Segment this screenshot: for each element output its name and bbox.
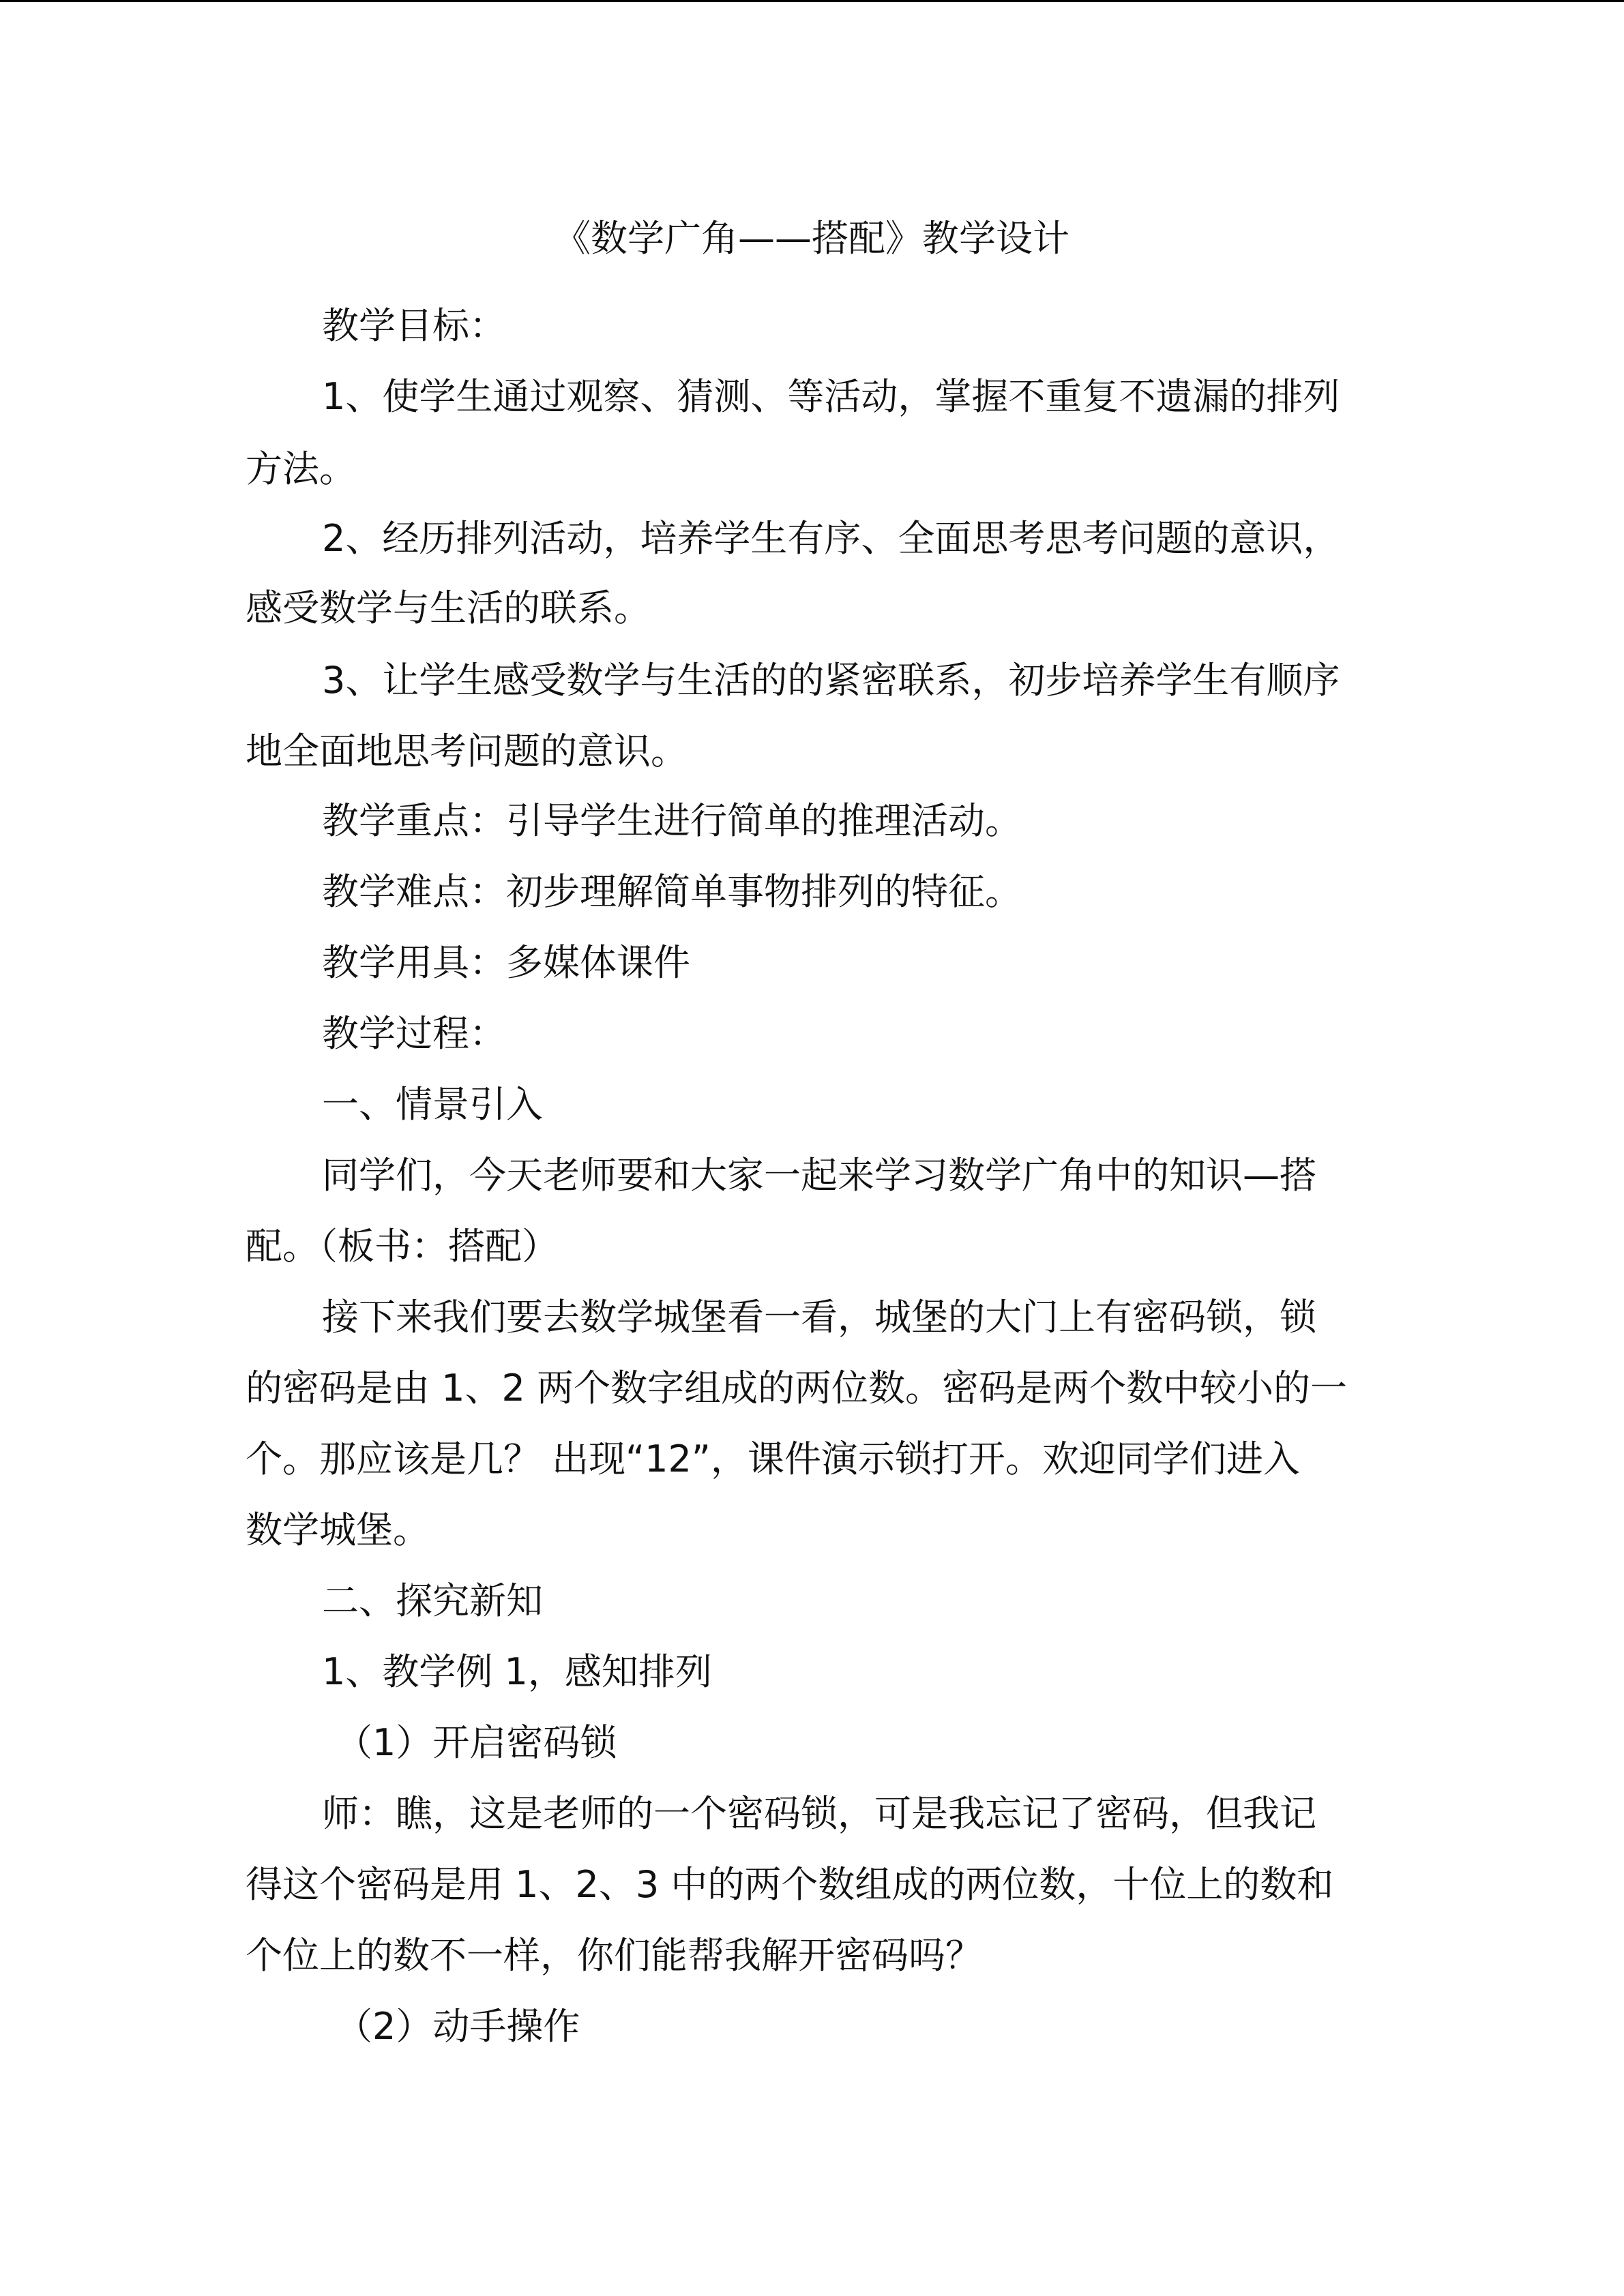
castle-paragraph-line-3: 个。那应该是几？ 出现“12”，课件演示锁打开。欢迎同学们进入: [246, 1437, 1300, 1480]
castle-paragraph-line-1: 接下来我们要去数学城堡看一看，城堡的大门上有密码锁，锁: [322, 1296, 1316, 1339]
teaching-key-point: 教学重点：引导学生进行简单的推理活动。: [322, 799, 1022, 842]
teaching-tools: 教学用具：多媒体课件: [322, 941, 690, 984]
objective-1-line-1: 1、使学生通过观察、猜测、等活动，掌握不重复不遗漏的排列: [322, 375, 1340, 418]
teacher-paragraph-line-1: 师：瞧，这是老师的一个密码锁，可是我忘记了密码，但我记: [322, 1792, 1316, 1835]
teaching-difficulty: 教学难点：初步理解简单事物排列的特征。: [322, 870, 1022, 913]
teacher-paragraph-line-3: 个位上的数不一样，你们能帮我解开密码吗？: [246, 1934, 982, 1977]
objective-1-line-2: 方法。: [246, 447, 356, 490]
heading-teaching-objectives: 教学目标：: [322, 304, 506, 347]
objective-3-line-2: 地全面地思考问题的意识。: [246, 730, 688, 773]
step-2-heading: （2）动手操作: [336, 2005, 580, 2048]
step-1-heading: （1）开启密码锁: [336, 1721, 617, 1764]
castle-paragraph-line-4: 数学城堡。: [246, 1508, 430, 1551]
objective-2-line-2: 感受数学与生活的联系。: [246, 586, 651, 629]
page-top-border: [0, 0, 1624, 2]
objective-3-line-1: 3、让学生感受数学与生活的的紧密联系，初步培养学生有顺序: [322, 659, 1340, 702]
section-1-heading: 一、情景引入: [322, 1083, 543, 1126]
teacher-paragraph-line-2: 得这个密码是用 1、2、3 中的两个数组成的两位数，十位上的数和: [246, 1863, 1334, 1906]
document-title: 《数学广角——搭配》教学设计: [554, 217, 1069, 260]
objective-2-line-1: 2、经历排列活动，培养学生有序、全面思考思考问题的意识，: [322, 517, 1340, 560]
intro-paragraph-line-2: 配。（板书：搭配）: [246, 1225, 559, 1268]
heading-teaching-process: 教学过程：: [322, 1012, 506, 1055]
example-1-heading: 1、教学例 1，感知排列: [322, 1650, 712, 1693]
castle-paragraph-line-2: 的密码是由 1、2 两个数字组成的两位数。密码是两个数中较小的一: [246, 1367, 1348, 1410]
section-2-heading: 二、探究新知: [322, 1579, 543, 1622]
intro-paragraph-line-1: 同学们，今天老师要和大家一起来学习数学广角中的知识—搭: [322, 1154, 1316, 1197]
